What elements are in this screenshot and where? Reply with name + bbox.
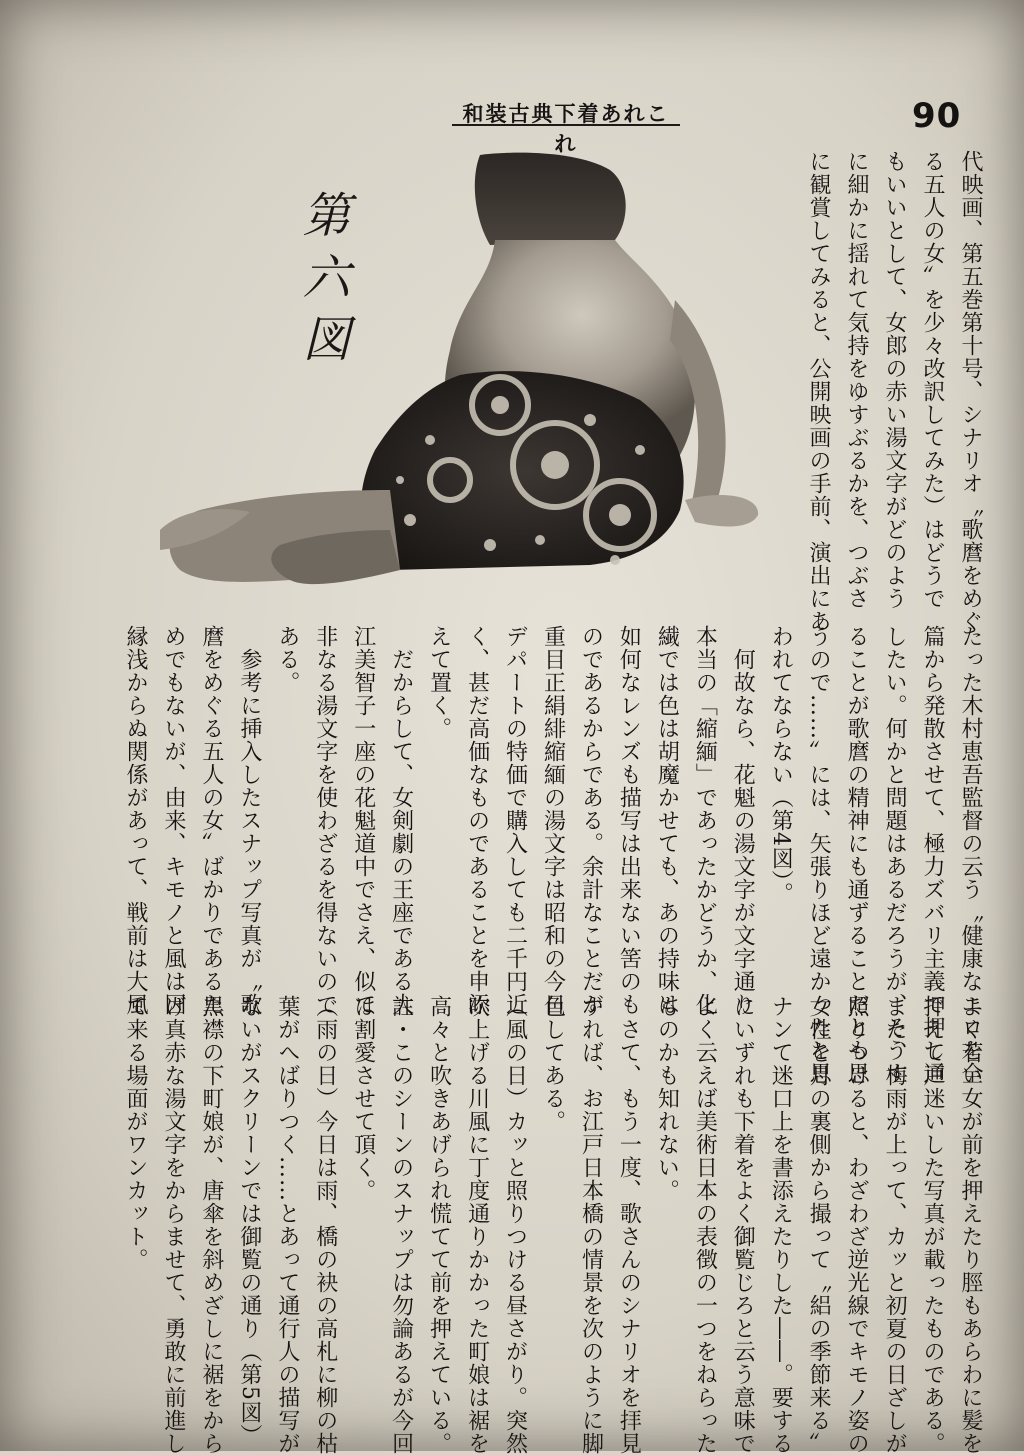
text-column: たった木村恵吾監督の云う〝健康なエロを全 <box>958 625 983 1085</box>
text-column: 代映画、第五巻第十号、シナリオ〝歌麿をめぐ <box>958 150 983 633</box>
text-column: すれば、お江戸日本橋の情景を次のように脚 <box>578 995 604 1455</box>
text-column: もいいとして、女郎の赤い湯文字がどのよう <box>882 150 907 610</box>
text-column: めでもないが、由来、キモノと風は因 <box>160 625 186 1016</box>
figure-6-label: 第六図 <box>294 190 350 376</box>
text-column: 如何なレンズも描写は出来ない筈のも <box>616 625 642 1016</box>
text-column: る五人の女〟を少々改訳してみた）はどうで <box>920 150 945 610</box>
running-header-title: 和装古典下着あれこれ <box>452 98 680 126</box>
text-column: 色してある。 <box>540 995 566 1133</box>
text-column: に細かに揺れて気持をゆすぶるかを、つぶさ <box>844 150 869 610</box>
text-column: 篇から発散させて、極力ズバリ主義で押し通 <box>920 625 946 1085</box>
text-column: 江美智子一座の花魁道中でさえ、似て <box>350 625 376 1016</box>
text-column: 註・このシーンのスナップは勿論あるが今回 <box>388 995 414 1455</box>
text-column: は割愛させて頂く。 <box>350 995 376 1202</box>
text-column: また、梅雨が上って、カッと初夏の日ざしが <box>882 995 908 1455</box>
text-column: デパートの特価で購入しても二千円近 <box>502 625 528 1016</box>
text-column: にいずれも下着をよく御覧じろと云う意味で <box>730 995 756 1455</box>
text-column: に観賞してみると、公開映画の手前、演出にあ <box>806 150 831 633</box>
text-column: よく若い女が前を押えたり脛もあらわに髪を <box>958 995 983 1455</box>
text-column: 非なる湯文字を使わざるを得ないので <box>312 625 338 1016</box>
text-column: （風の日）カッと照りつける昼さがり。突然 <box>502 995 528 1455</box>
text-column: ることが歌麿の精神にも通ずることだとも思 <box>844 625 870 1085</box>
text-column: 縁浅からぬ関係があって、戦前は大風 <box>123 625 148 1016</box>
text-column: 押えて戸迷いした写真が載ったものである。 <box>920 995 946 1455</box>
text-column: だからして、女剣劇の王座である大 <box>388 625 414 1016</box>
text-column: ないがスクリーンでは御覧の通り（第5図） <box>236 995 262 1447</box>
text-column: さて、もう一度、歌さんのシナリオを拝見 <box>616 995 642 1455</box>
figure-6-photo <box>160 150 760 615</box>
text-column: て来る場面がワンカット。 <box>123 995 148 1271</box>
page-number: 90 <box>912 96 962 136</box>
text-column: ものかも知れない。 <box>654 995 680 1202</box>
text-column: よく云えば美術日本の表徴の一つをねらった <box>692 995 718 1455</box>
text-column: く、甚だ高価なものであることを申添 <box>464 625 490 1016</box>
text-column: 女性を月の裏側から撮って〝絽の季節来る〟 <box>806 995 832 1455</box>
text-column: 繊では色は胡魔かせても、あの持味は <box>654 625 680 1016</box>
text-column: 高々と吹きあげられ慌てて前を押えている。 <box>426 995 452 1455</box>
text-column: 葉がへばりつく……とあって通行人の描写が <box>274 995 300 1455</box>
text-column: 何故なら、花魁の湯文字が文字通り <box>730 625 756 1016</box>
text-column: ある。 <box>274 625 300 694</box>
text-column: 重目正絹緋縮緬の湯文字は昭和の今日 <box>540 625 566 1016</box>
text-column: （雨の日）今日は雨、橋の袂の高札に柳の枯 <box>312 995 338 1455</box>
text-column: 麿をめぐる五人の女〟ばかりであるた <box>198 625 224 1016</box>
text-column: うので……〟には、矢張りほど遠かったと思 <box>806 625 832 1085</box>
text-column: 参考に挿入したスナップ写真が〝歌 <box>236 625 262 1016</box>
text-column: 照りつけると、わざわざ逆光線でキモノ姿の <box>844 995 870 1455</box>
text-column: げ真赤な湯文字をからませて、勇敢に前進し <box>160 995 186 1455</box>
text-column: 本当の「縮緬」であったかどうか、化 <box>692 625 718 1016</box>
text-column: われてならない（第4図）。 <box>768 625 794 905</box>
text-column: したい。何かと問題はあるだろうが、そうす <box>882 625 908 1085</box>
text-column: えて置く。 <box>426 625 452 740</box>
text-column: のであるからである。余計なことだが <box>578 625 604 1016</box>
text-column: 黒襟の下町娘が、唐傘を斜めざしに裾をから <box>198 995 224 1455</box>
text-column: ナンて迷口上を書添えたりした――。要する <box>768 995 794 1455</box>
text-column: 吹上げる川風に丁度通りかかった町娘は裾を <box>464 995 490 1455</box>
